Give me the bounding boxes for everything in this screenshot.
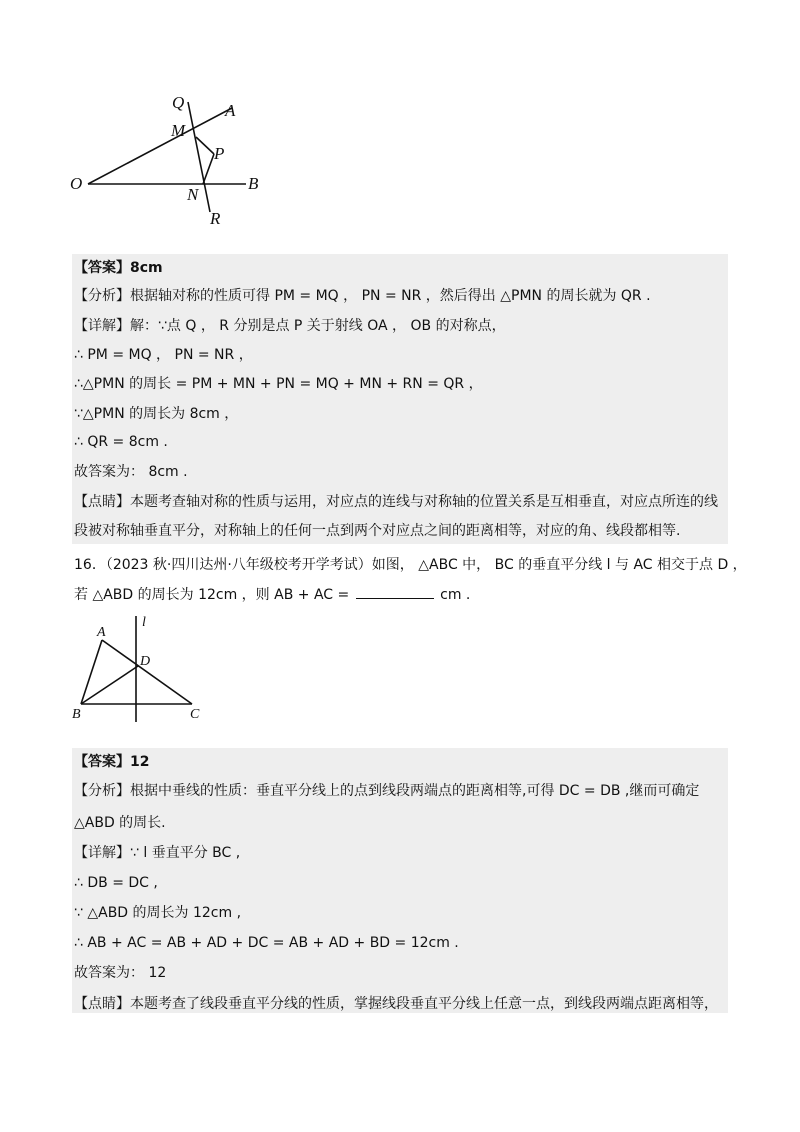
q15-answer: 【答案】8cm — [74, 260, 163, 276]
label-b: B — [72, 707, 81, 722]
q15-comment-2: 段被对称轴垂直平分，对称轴上的任何一点到两个对应点之间的距离相等，对应的角、线段都相等. — [74, 523, 681, 539]
q15-detail-2: ∴ PM = MQ ， PN = NR ， — [74, 347, 253, 363]
q15-detail-3: ∴△PMN 的周长 = PM + MN + PN = MQ + MN + RN = QR ， — [74, 376, 483, 392]
label-p: P — [214, 144, 225, 163]
q16-detail-3: ∵ △ABD 的周长为 12cm , — [74, 905, 242, 921]
figure-angle-reflection — [60, 88, 280, 238]
q15-detail-1: 【详解】解：∵点 Q ， R 分别是点 P 关于射线 OA ， OB 的对称点， — [74, 318, 506, 334]
segment-bd — [81, 666, 138, 704]
answer-blank[interactable] — [356, 584, 434, 599]
q16-question-2-text: 若 △ABD 的周长为 12cm ，则 AB + AC = — [74, 587, 350, 603]
label-l: l — [142, 615, 146, 630]
label-o: O — [70, 174, 83, 193]
segment-pn — [203, 154, 214, 184]
label-r: R — [210, 209, 221, 228]
q15-detail-4: ∵△PMN 的周长为 8cm ， — [74, 406, 239, 422]
side-ab — [81, 640, 102, 704]
q16-detail-4: ∴ AB + AC = AB + AD + DC = AB + AD + BD = 12cm . — [74, 935, 459, 951]
q16-detail-1: 【详解】∵ l 垂直平分 BC , — [74, 845, 241, 861]
label-q: Q — [172, 93, 185, 112]
label-a: A — [97, 625, 106, 640]
q16-answer: 【答案】12 — [74, 754, 150, 770]
figure-triangle-bisector — [66, 610, 226, 730]
ray-oa — [88, 108, 232, 184]
label-n: N — [187, 185, 199, 204]
q16-question-1: 16．（2023 秋·四川达州·八年级校考开学考试）如图， △ABC 中， BC 的垂直平分线 l 与 AC 相交于点 D ， — [74, 557, 747, 573]
q16-analysis-2: △ABD 的周长. — [74, 815, 166, 831]
q16-comment-1: 【点睛】本题考查了线段垂直平分线的性质，掌握线段垂直平分线上任意一点，到线段两端点距离相等， — [74, 996, 718, 1012]
q16-analysis-1: 【分析】根据中垂线的性质：垂直平分线上的点到线段两端点的距离相等,可得 DC = DB ,继而可确定 — [74, 783, 700, 799]
q16-question-2-unit: cm . — [440, 587, 471, 603]
q16-detail-2: ∴ DB = DC , — [74, 875, 158, 891]
q15-final: 故答案为： 8cm . — [74, 464, 188, 480]
label-a: A — [225, 101, 236, 120]
q15-detail-5: ∴ QR = 8cm . — [74, 434, 168, 450]
q15-comment-1: 【点睛】本题考查轴对称的性质与运用，对应点的连线与对称轴的位置关系是互相垂直，对应点所连的线 — [74, 494, 718, 510]
label-m: M — [171, 121, 186, 140]
side-ac — [102, 640, 192, 704]
label-c: C — [190, 707, 200, 722]
q16-question-2 — [74, 583, 470, 607]
label-b: B — [248, 174, 259, 193]
label-d: D — [140, 654, 151, 669]
q15-analysis: 【分析】根据轴对称的性质可得 PM = MQ ， PN = NR ，然后得出 △PMN 的周长就为 QR . — [74, 288, 651, 304]
q16-final: 故答案为： 12 — [74, 965, 167, 981]
